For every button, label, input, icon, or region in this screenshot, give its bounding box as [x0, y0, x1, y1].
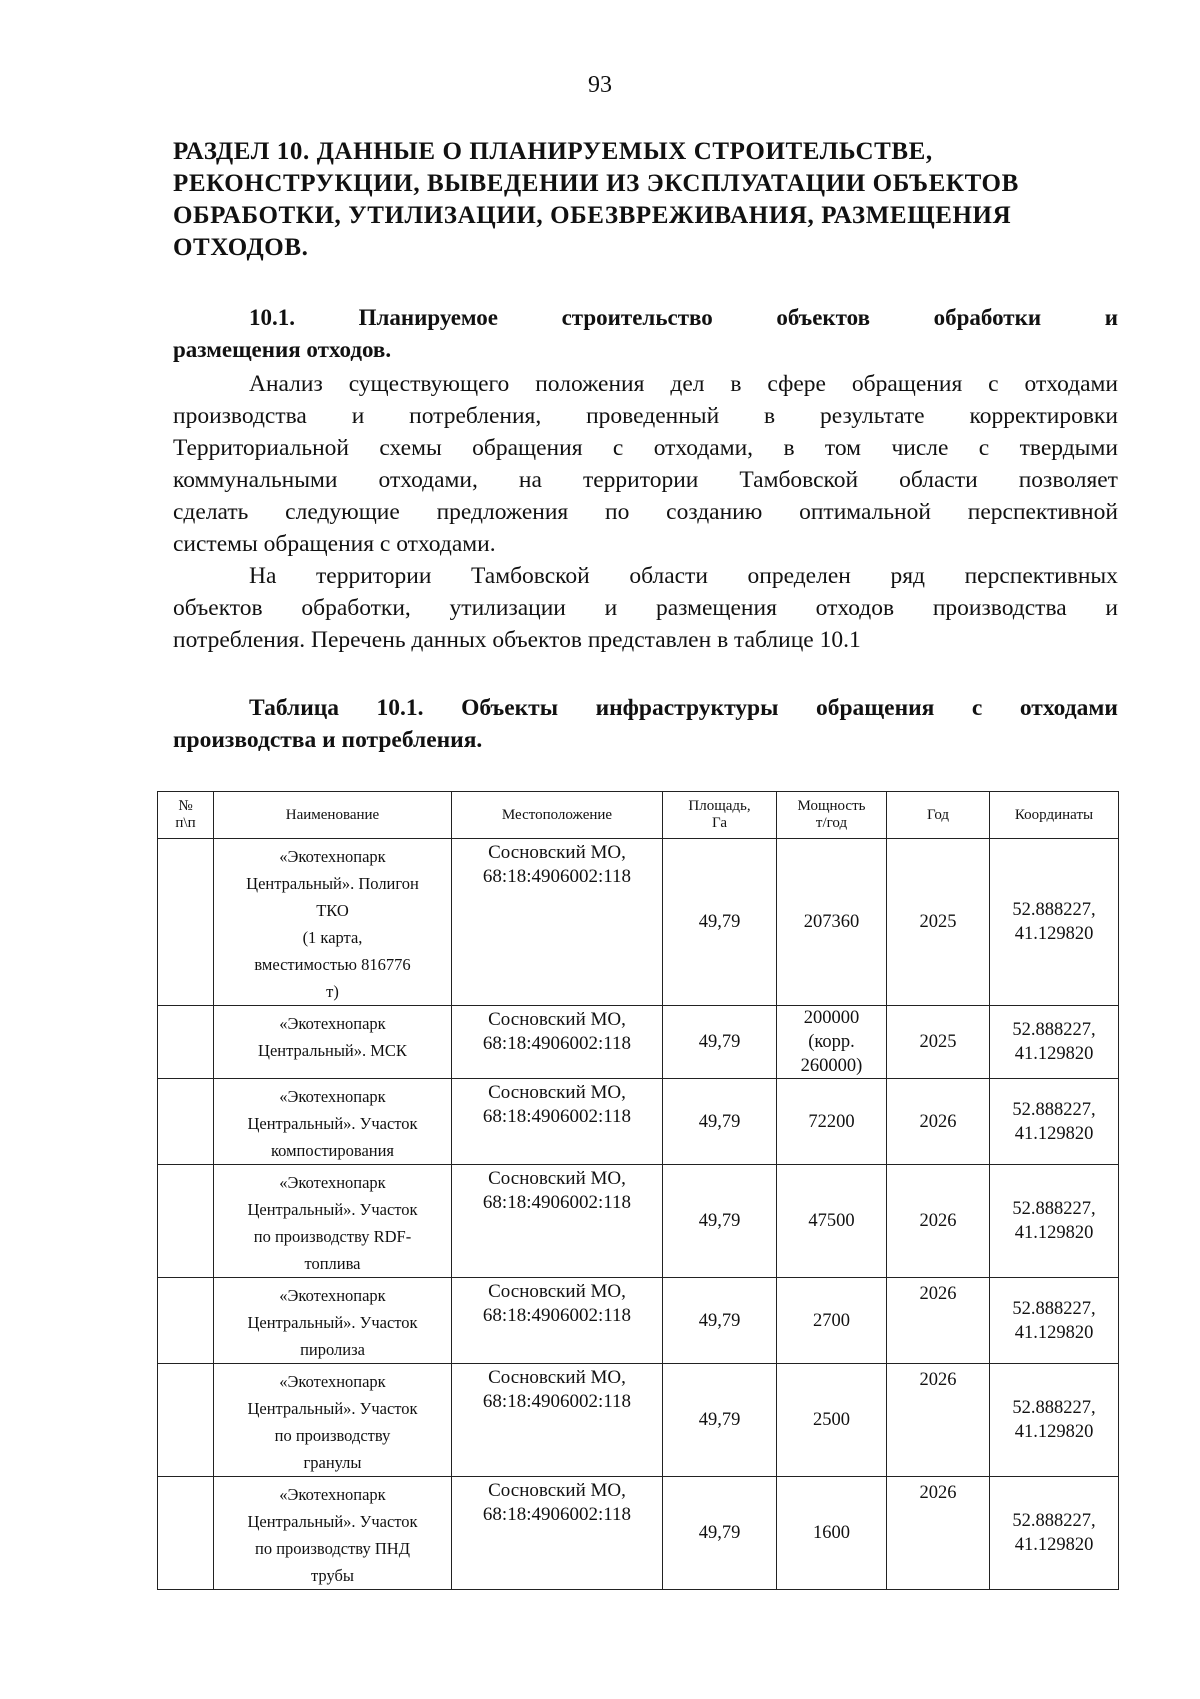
- table-row: [158, 839, 1119, 1006]
- cell-coords: 52.888227, 41.129820: [990, 839, 1119, 1006]
- header-coords: Координаты: [990, 792, 1119, 839]
- cell-name: «Экотехнопарк Центральный». Участок по производству гранулы: [214, 1364, 452, 1477]
- cell-area: 49,79: [663, 1278, 777, 1364]
- objects-table: [157, 791, 1119, 1590]
- header-year: Год: [887, 792, 990, 839]
- cell-capacity: 2500: [777, 1364, 887, 1477]
- cell-name: «Экотехнопарк Центральный». Участок по производству RDF- топлива: [214, 1165, 452, 1278]
- paragraph-line: сделать следующие предложения по созданию оптимальной перспективной: [173, 499, 1118, 525]
- header-capacity: Мощность т/год: [777, 792, 887, 839]
- subsection-word: обработки: [933, 305, 1042, 330]
- cell-num: [158, 1165, 214, 1278]
- cell-capacity: 72200: [777, 1079, 887, 1165]
- cell-coords: 52.888227, 41.129820: [990, 1278, 1119, 1364]
- header-num: № п\п: [158, 792, 214, 839]
- header-location: Местоположение: [452, 792, 663, 839]
- table-caption: [173, 692, 1118, 756]
- cell-area: 49,79: [663, 1006, 777, 1079]
- paragraph-line: На территории Тамбовской области определен ряд перспективных: [249, 563, 1118, 589]
- subsection-title: [173, 302, 1118, 366]
- page-number: 93: [588, 72, 612, 98]
- subsection-word: Планируемое: [358, 305, 498, 330]
- table-row: [158, 1278, 1119, 1364]
- table-row: [158, 1477, 1119, 1590]
- cell-coords: 52.888227, 41.129820: [990, 1079, 1119, 1165]
- cell-location: Сосновский МО, 68:18:4906002:118: [452, 1079, 663, 1165]
- section-title-line: РАЗДЕЛ 10. ДАННЫЕ О ПЛАНИРУЕМЫХ СТРОИТЕЛЬСТВЕ,: [173, 138, 933, 165]
- paragraph-objects: [173, 560, 1118, 656]
- paragraph-line: Территориальной схемы обращения с отходами, в том числе с твердыми: [173, 435, 1118, 461]
- table-row: [158, 1079, 1119, 1165]
- cell-name: «Экотехнопарк Центральный». Участок по производству ПНД трубы: [214, 1477, 452, 1590]
- cell-capacity: 207360: [777, 839, 887, 1006]
- cell-name: «Экотехнопарк Центральный». МСК: [214, 1006, 452, 1079]
- cell-area: 49,79: [663, 839, 777, 1006]
- cell-capacity: 2700: [777, 1278, 887, 1364]
- section-title-line: ОТХОДОВ.: [173, 234, 309, 261]
- subsection-word: и: [1104, 305, 1118, 330]
- cell-coords: 52.888227, 41.129820: [990, 1364, 1119, 1477]
- cell-name: «Экотехнопарк Центральный». Участок пиролиза: [214, 1278, 452, 1364]
- cell-location: Сосновский МО, 68:18:4906002:118: [452, 1006, 663, 1079]
- cell-year: 2025: [887, 839, 990, 1006]
- cell-num: [158, 1477, 214, 1590]
- cell-area: 49,79: [663, 1165, 777, 1278]
- cell-location: Сосновский МО, 68:18:4906002:118: [452, 1477, 663, 1590]
- cell-location: Сосновский МО, 68:18:4906002:118: [452, 839, 663, 1006]
- subsection-title-line1: [173, 302, 1118, 334]
- subsection-word: 10.1.: [249, 305, 295, 330]
- paragraph-line: Анализ существующего положения дел в сфере обращения с отходами: [249, 371, 1118, 397]
- cell-area: 49,79: [663, 1364, 777, 1477]
- cell-year: 2026: [887, 1477, 990, 1590]
- cell-num: [158, 1006, 214, 1079]
- cell-name: «Экотехнопарк Центральный». Участок компостирования: [214, 1079, 452, 1165]
- cell-year: 2026: [887, 1364, 990, 1477]
- paragraph-line: производства и потребления, проведенный в результате корректировки: [173, 403, 1118, 429]
- cell-coords: 52.888227, 41.129820: [990, 1477, 1119, 1590]
- cell-year: 2025: [887, 1006, 990, 1079]
- cell-year: 2026: [887, 1079, 990, 1165]
- cell-num: [158, 1364, 214, 1477]
- cell-coords: 52.888227, 41.129820: [990, 1165, 1119, 1278]
- cell-num: [158, 1079, 214, 1165]
- subsection-word: строительство: [561, 305, 713, 330]
- cell-capacity: 47500: [777, 1165, 887, 1278]
- subsection-title-line2: размещения отходов.: [173, 337, 392, 362]
- paragraph-line: системы обращения с отходами.: [173, 531, 496, 557]
- header-name: Наименование: [214, 792, 452, 839]
- table-caption-line2: производства и потребления.: [173, 727, 483, 753]
- cell-year: 2026: [887, 1278, 990, 1364]
- cell-location: Сосновский МО, 68:18:4906002:118: [452, 1278, 663, 1364]
- section-title-line: ОБРАБОТКИ, УТИЛИЗАЦИИ, ОБЕЗВРЕЖИВАНИЯ, РАЗМЕЩЕНИЯ: [173, 202, 1012, 229]
- paragraph-line: объектов обработки, утилизации и размещения отходов производства и: [173, 595, 1118, 621]
- paragraph-line: потребления. Перечень данных объектов представлен в таблице 10.1: [173, 627, 861, 653]
- header-area: Площадь, Га: [663, 792, 777, 839]
- cell-location: Сосновский МО, 68:18:4906002:118: [452, 1165, 663, 1278]
- cell-num: [158, 839, 214, 1006]
- table-caption-line1: Таблица 10.1. Объекты инфраструктуры обращения с отходами: [249, 695, 1118, 721]
- table-row: [158, 1006, 1119, 1079]
- cell-coords: 52.888227, 41.129820: [990, 1006, 1119, 1079]
- paragraph-analysis: [173, 368, 1118, 560]
- table-row: [158, 1165, 1119, 1278]
- cell-year: 2026: [887, 1165, 990, 1278]
- cell-capacity: 1600: [777, 1477, 887, 1590]
- cell-area: 49,79: [663, 1477, 777, 1590]
- cell-name: «Экотехнопарк Центральный». Полигон ТКО (1 карта, вместимостью 816776 т): [214, 839, 452, 1006]
- cell-location: Сосновский МО, 68:18:4906002:118: [452, 1364, 663, 1477]
- section-title: [173, 136, 1118, 264]
- cell-num: [158, 1278, 214, 1364]
- section-title-line: РЕКОНСТРУКЦИИ, ВЫВЕДЕНИИ ИЗ ЭКСПЛУАТАЦИИ ОБЪЕКТОВ: [173, 170, 1019, 197]
- cell-area: 49,79: [663, 1079, 777, 1165]
- cell-capacity: 200000 (корр. 260000): [777, 1006, 887, 1079]
- table-header-row: [158, 792, 1119, 839]
- table-row: [158, 1364, 1119, 1477]
- paragraph-line: коммунальными отходами, на территории Тамбовской области позволяет: [173, 467, 1118, 493]
- subsection-word: объектов: [776, 305, 871, 330]
